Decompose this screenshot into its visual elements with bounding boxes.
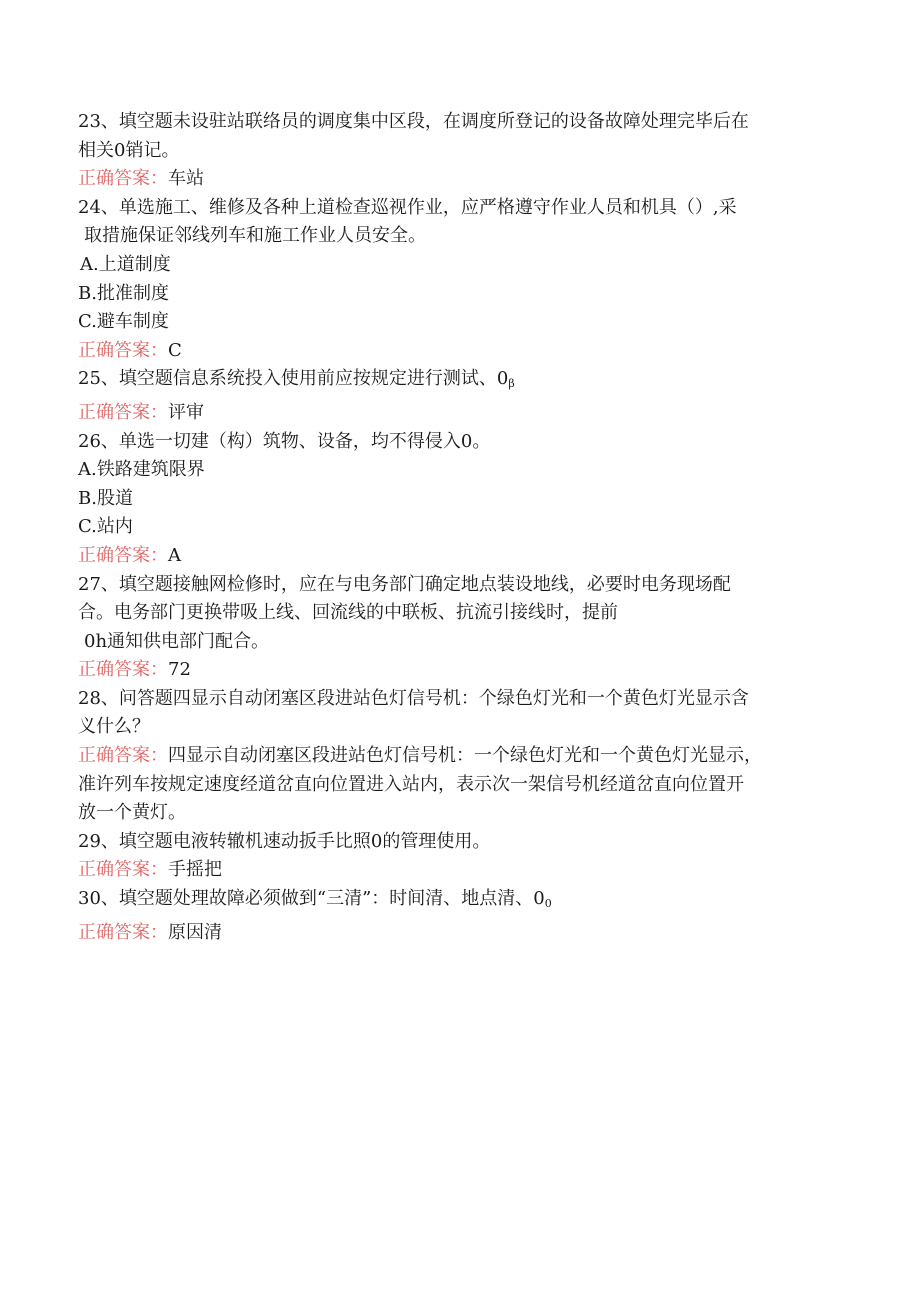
- option-c: C.站内: [78, 516, 133, 538]
- question-text-subscript: β: [508, 377, 515, 391]
- question-text: 28、问答题四显示自动闭塞区段进站色灯信号机：个绿色灯光和一个黄色灯光显示含: [78, 687, 749, 709]
- answer-label: 正确答案：: [78, 168, 168, 190]
- option-a: A.铁路建筑限界: [78, 459, 205, 481]
- answer-line: [78, 399, 848, 428]
- answer-line: [78, 165, 848, 194]
- answer-value: A: [168, 544, 181, 566]
- answer-value: 手摇把: [168, 859, 222, 881]
- answer-label: 正确答案：: [78, 544, 168, 566]
- answer-value: 车站: [168, 168, 204, 190]
- question-text-main: 25、填空题信息系统投入使用前应按规定进行测试、0: [78, 368, 509, 390]
- option-a: A.上道制度: [80, 253, 171, 275]
- question-text: 26、单选一切建（构）筑物、设备，均不得侵入0。: [78, 430, 491, 452]
- question-text: 义什么？: [78, 716, 150, 738]
- answer-value: 72: [168, 659, 191, 681]
- question-text: 0h通知供电部门配合。: [84, 630, 270, 652]
- answer-line: [78, 919, 848, 948]
- option-c: C.避车制度: [78, 311, 169, 333]
- answer-value: C: [168, 339, 182, 361]
- answer-line: [78, 542, 848, 571]
- question-30: [78, 885, 848, 947]
- question-text: 相关0销记。: [78, 139, 180, 161]
- question-text: [78, 365, 848, 399]
- answer-label: 正确答案：: [78, 859, 168, 881]
- question-text: 合。电务部门更换带吸上线、回流线的中联板、抗流引接线时，提前: [78, 602, 618, 624]
- answer-label: 正确答案：: [78, 659, 168, 681]
- answer-continuation: 准许列车按规定速度经道岔直向位置进入站内，表示次一架信号机经道岔直向位置开: [78, 773, 744, 795]
- question-text-main: 30、填空题处理故障必须做到“三清”：时间清、地点清、0: [78, 888, 545, 910]
- option-b: B.批准制度: [78, 282, 169, 304]
- question-24: [78, 194, 848, 366]
- answer-label: 正确答案：: [78, 401, 168, 423]
- question-text-subscript: 0: [544, 897, 552, 911]
- answer-label: 正确答案：: [78, 745, 168, 767]
- document-page: [78, 108, 848, 947]
- question-29: [78, 828, 848, 885]
- question-text: 23、填空题未设驻站联络员的调度集中区段，在调度所登记的设备故障处理完毕后在: [78, 111, 749, 132]
- question-text: 取措施保证邻线列车和施工作业人员安全。: [84, 225, 426, 247]
- answer-label: 正确答案：: [78, 921, 168, 943]
- question-text: 24、单选施工、维修及各种上道检查巡视作业，应严格遵守作业人员和机具（）,采: [78, 196, 737, 218]
- question-26: [78, 428, 848, 571]
- answer-line: [78, 656, 848, 685]
- question-23: [78, 108, 848, 194]
- answer-line: [78, 856, 848, 885]
- answer-continuation: 放一个黄灯。: [78, 802, 186, 824]
- answer-value: 四显示自动闭塞区段进站色灯信号机：一个绿色灯光和一个黄色灯光显示，: [168, 745, 762, 767]
- answer-line: [78, 742, 848, 771]
- answer-value: 评审: [168, 401, 204, 423]
- question-text: 27、填空题接触网检修时，应在与电务部门确定地点装设地线，必要时电务现场配: [78, 573, 731, 595]
- answer-label: 正确答案：: [78, 339, 168, 361]
- answer-value: 原因清: [168, 921, 222, 943]
- question-text: [78, 885, 848, 919]
- answer-line: [78, 337, 848, 366]
- option-b: B.股道: [78, 487, 133, 509]
- question-27: [78, 571, 848, 685]
- question-25: [78, 365, 848, 427]
- question-text: 29、填空题电液转辙机速动扳手比照0的管理使用。: [78, 830, 491, 852]
- question-28: [78, 685, 848, 828]
